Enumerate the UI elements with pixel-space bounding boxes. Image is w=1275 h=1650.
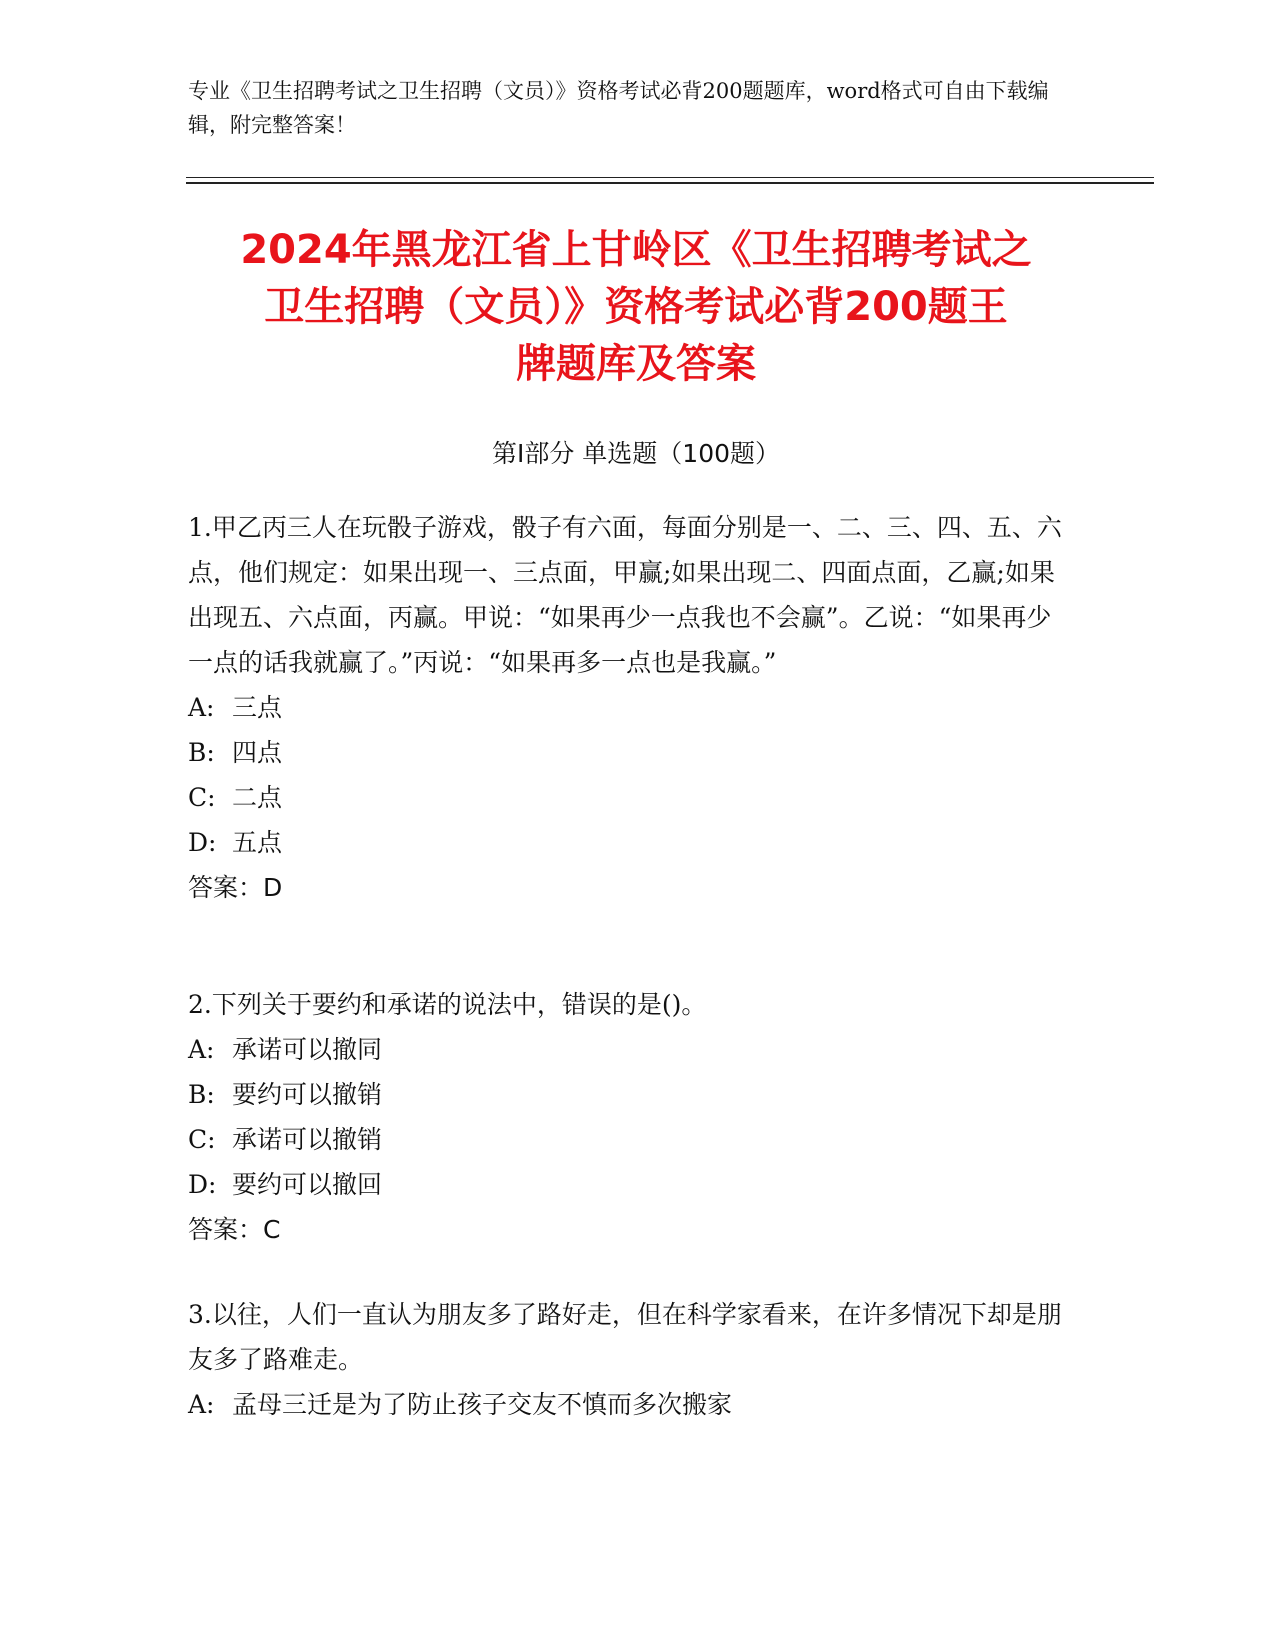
option-d <box>188 1162 1068 1207</box>
question-stem: 1.甲乙丙三人在玩骰子游戏，骰子有六面，每面分别是一、二、三、四、五、六点，他们规定：如果出现一、三点面，甲赢;如果出现二、四面点面，乙赢;如果出现五、六点面，丙赢。甲说：“如果再少一点我也不会赢”。乙说：“如果再少一点的话我就赢了。”丙说：“如果再多一点也是我赢。” <box>188 513 1062 677</box>
option-d <box>188 820 1068 865</box>
question-stem: 2.下列关于要约和承诺的说法中，错误的是()。 <box>188 990 707 1019</box>
header-divider-thin <box>186 177 1154 178</box>
option-text: 承诺可以撤销 <box>232 1125 383 1154</box>
header-divider-thick <box>186 182 1154 184</box>
option-a <box>188 1382 1068 1427</box>
document-title <box>186 222 1086 393</box>
option-b <box>188 1072 1068 1117</box>
option-b <box>188 730 1068 775</box>
option-text: 要约可以撤销 <box>232 1080 383 1109</box>
document-title-line-2: 卫生招聘（文员）》资格考试必背200题王 <box>264 284 1008 330</box>
option-key: C: <box>188 1125 216 1154</box>
option-key: A: <box>188 1035 215 1064</box>
option-key: C: <box>188 783 216 812</box>
option-a <box>188 685 1068 730</box>
section-heading: 第Ⅰ部分 单选题（100题） <box>491 439 781 468</box>
option-key: B: <box>188 1080 215 1109</box>
option-key: B: <box>188 738 215 767</box>
option-text: 五点 <box>232 828 283 857</box>
option-text: 孟母三迁是为了防止孩子交友不慎而多次搬家 <box>232 1390 733 1419</box>
option-c <box>188 775 1068 820</box>
option-key: A: <box>188 693 215 722</box>
option-a <box>188 1027 1068 1072</box>
option-key: D: <box>188 1170 217 1199</box>
answer-line: 答案：D <box>188 873 283 902</box>
option-text: 要约可以撤回 <box>232 1170 383 1199</box>
option-text: 四点 <box>232 738 283 767</box>
document-title-line-1: 2024年黑龙江省上甘岭区《卫生招聘考试之 <box>240 227 1032 273</box>
option-c <box>188 1117 1068 1162</box>
option-text: 三点 <box>232 693 283 722</box>
question-1 <box>188 505 1068 910</box>
question-stem: 3.以往，人们一直认为朋友多了路好走，但在科学家看来，在许多情况下却是朋友多了路难走。 <box>188 1300 1062 1374</box>
header-note: 专业《卫生招聘考试之卫生招聘（文员）》资格考试必背200题题库，word格式可自由下载编辑，附完整答案！ <box>188 79 1049 137</box>
question-2 <box>188 982 1068 1252</box>
option-text: 承诺可以撤同 <box>232 1035 383 1064</box>
answer-line: 答案：C <box>188 1215 281 1244</box>
option-key: A: <box>188 1390 215 1419</box>
option-text: 二点 <box>232 783 283 812</box>
document-title-line-3: 牌题库及答案 <box>516 341 756 387</box>
question-3 <box>188 1292 1068 1427</box>
option-key: D: <box>188 828 217 857</box>
